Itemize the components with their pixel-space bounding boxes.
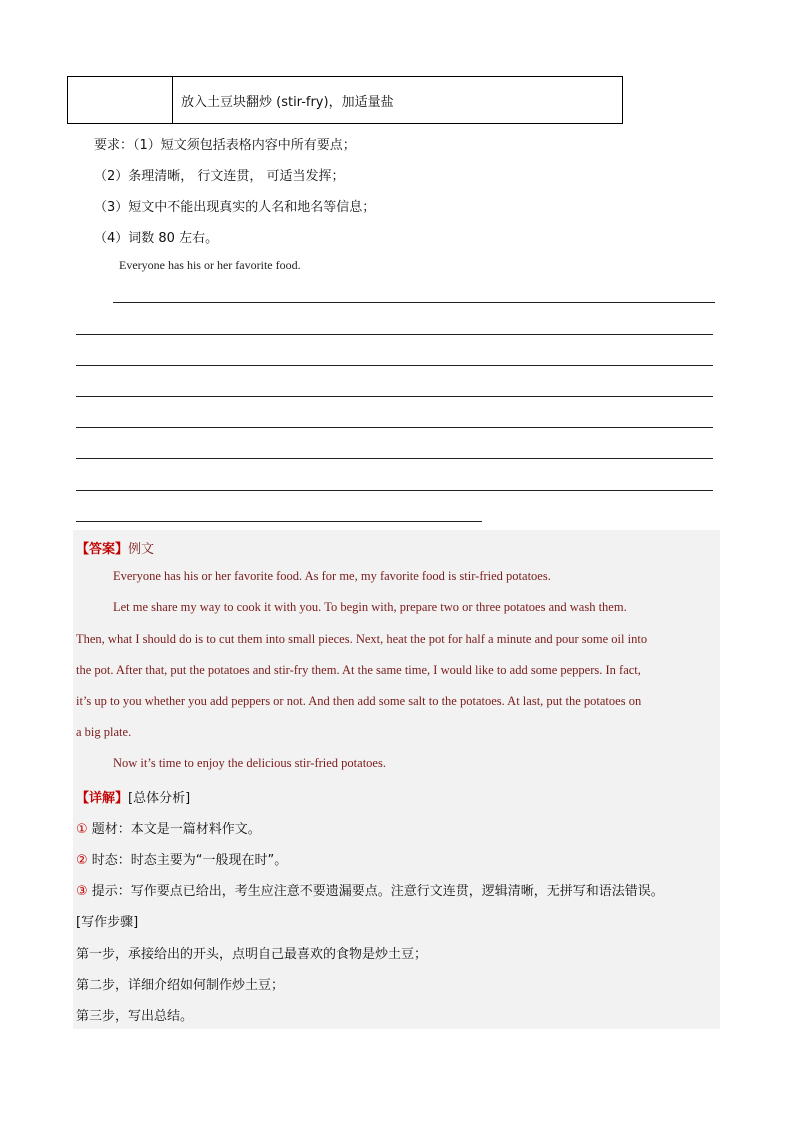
requirement-1: 要求：（1）短文须包括表格内容中所有要点； — [94, 138, 356, 153]
answer-paragraph-3: Now it’s time to enjoy the delicious stir-fried potatoes. — [113, 756, 386, 770]
outline-table — [67, 76, 623, 124]
answer-heading — [76, 538, 154, 557]
writing-line-short — [76, 521, 482, 522]
bracket-close: 】 — [115, 542, 129, 557]
table-cell-empty — [68, 77, 173, 124]
detail-tag: 详解 — [89, 791, 116, 806]
bracket-open: 【 — [76, 791, 90, 806]
requirement-3: （3）短文中不能出现真实的人名和地名等信息； — [94, 200, 376, 215]
answer-title: 例文 — [128, 542, 155, 557]
answer-paragraph-2-line-1: Let me share my way to cook it with you. To begin with, prepare two or three potatoes and wash them. — [113, 600, 627, 614]
answer-tag: 答案 — [89, 542, 116, 557]
detail-heading — [76, 787, 190, 806]
detail-item — [76, 880, 664, 899]
answer-paragraph-2-line-3: the pot. After that, put the potatoes and stir-fry them. At the same time, I would like to add some peppers. In fact, — [76, 663, 641, 677]
answer-paragraph-2-line-4: it’s up to you whether you add peppers or not. And then add some salt to the potatoes. At last, put the potatoes on — [76, 694, 642, 708]
writing-steps-title: [写作步骤] — [76, 915, 139, 930]
writing-line — [76, 396, 713, 397]
writing-line — [76, 365, 713, 366]
detail-title: [总体分析] — [128, 791, 191, 806]
writing-line — [113, 302, 715, 303]
item-number: ② — [76, 853, 88, 868]
outline-table-grid — [67, 76, 623, 124]
requirement-4: （4）词数 80 左右。 — [94, 231, 219, 246]
item-text: 题材：本文是一篇材料作文。 — [87, 822, 261, 837]
writing-starter: Everyone has his or her favorite food. — [119, 258, 301, 272]
table-cell-step: 放入土豆块翻炒 (stir-fry)，加适量盐 — [173, 77, 623, 124]
writing-step-2: 第二步，详细介绍如何制作炒土豆； — [76, 978, 285, 993]
answer-paragraph-2-line-2: Then, what I should do is to cut them into small pieces. Next, heat the pot for half a minute and pour some oil into — [76, 632, 648, 646]
item-number: ③ — [76, 884, 88, 899]
answer-paragraph-2-line-5: a big plate. — [76, 725, 132, 739]
detail-item — [76, 849, 287, 868]
bracket-close: 】 — [115, 791, 129, 806]
detail-item — [76, 818, 261, 837]
writing-line — [76, 458, 713, 459]
writing-line — [76, 490, 713, 491]
item-text: 提示：写作要点已给出，考生应注意不要遗漏要点。注意行文连贯，逻辑清晰，无拼写和语法错误。 — [87, 884, 664, 899]
item-text: 时态：时态主要为“一般现在时”。 — [87, 853, 288, 868]
writing-step-3: 第三步，写出总结。 — [76, 1009, 194, 1024]
writing-step-1: 第一步，承接给出的开头，点明自己最喜欢的食物是炒土豆； — [76, 947, 428, 962]
requirement-2: （2）条理清晰， 行文连贯， 可适当发挥； — [94, 169, 345, 184]
table-row — [68, 77, 623, 124]
answer-paragraph-1: Everyone has his or her favorite food. As for me, my favorite food is stir-fried potatoes. — [113, 569, 551, 583]
writing-line — [76, 427, 713, 428]
item-number: ① — [76, 822, 88, 837]
writing-line — [76, 334, 713, 335]
bracket-open: 【 — [76, 542, 90, 557]
